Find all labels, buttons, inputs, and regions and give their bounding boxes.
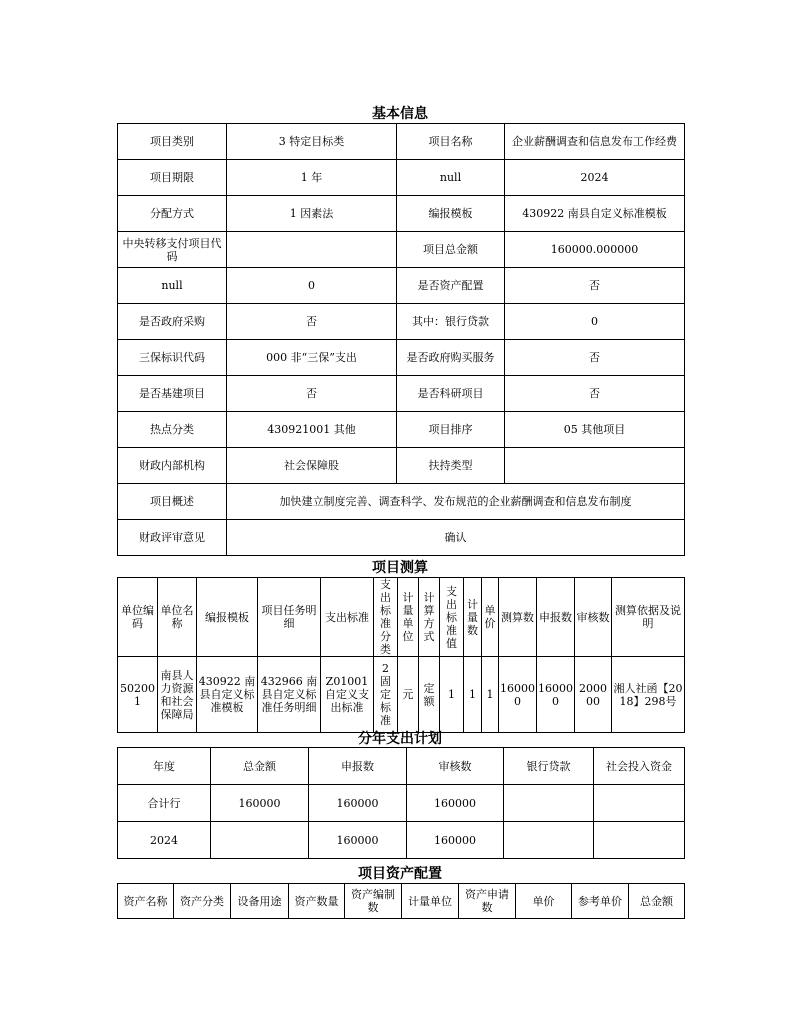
field-label: 项目期限 bbox=[118, 160, 227, 196]
basic-info-table bbox=[117, 123, 685, 556]
calc-header-cell: 单位名称 bbox=[158, 578, 197, 657]
asset-header-cell: 计量单位 bbox=[402, 884, 459, 919]
calc-header-cell: 编报模板 bbox=[197, 578, 258, 657]
calc-header-cell: 审核数 bbox=[575, 578, 612, 657]
field-value: 160000.000000 bbox=[505, 232, 685, 268]
field-value bbox=[227, 232, 397, 268]
plan-cell bbox=[594, 822, 685, 859]
asset-header-cell: 资产数量 bbox=[289, 884, 345, 919]
field-label: 其中：银行贷款 bbox=[397, 304, 505, 340]
plan-table bbox=[117, 747, 685, 859]
plan-header-cell: 社会投入资金 bbox=[594, 748, 685, 785]
asset-header-cell: 资产编制数 bbox=[345, 884, 402, 919]
plan-cell: 160000 bbox=[407, 822, 504, 859]
calc-cell: 1 bbox=[464, 657, 482, 733]
field-value: 430921001 其他 bbox=[227, 412, 397, 448]
asset-header-cell: 设备用途 bbox=[231, 884, 289, 919]
basic-info-row bbox=[118, 124, 685, 160]
field-value: 否 bbox=[505, 268, 685, 304]
calc-header-cell: 测算依据及说明 bbox=[612, 578, 685, 657]
plan-header-cell: 银行贷款 bbox=[504, 748, 594, 785]
calc-cell: 160000 bbox=[537, 657, 575, 733]
field-value: 0 bbox=[227, 268, 397, 304]
field-value: 430922 南县自定义标准模板 bbox=[505, 196, 685, 232]
field-label: 财政内部机构 bbox=[118, 448, 227, 484]
basic-info-row bbox=[118, 304, 685, 340]
calc-cell: 定额 bbox=[419, 657, 440, 733]
plan-header-cell: 审核数 bbox=[407, 748, 504, 785]
plan-row bbox=[118, 822, 685, 859]
calc-cell: 160000 bbox=[499, 657, 537, 733]
field-label: 是否政府购买服务 bbox=[397, 340, 505, 376]
basic-info-row bbox=[118, 196, 685, 232]
plan-cell bbox=[504, 785, 594, 822]
project-overview-label: 项目概述 bbox=[118, 484, 227, 520]
project-overview-row bbox=[118, 484, 685, 520]
plan-header-row bbox=[118, 748, 685, 785]
plan-header-cell: 总金额 bbox=[211, 748, 309, 785]
plan-header-cell: 年度 bbox=[118, 748, 211, 785]
plan-cell: 2024 bbox=[118, 822, 211, 859]
field-value: 否 bbox=[505, 376, 685, 412]
field-value: 0 bbox=[505, 304, 685, 340]
asset-title: 项目资产配置 bbox=[358, 866, 442, 882]
field-value: 000 非“三保”支出 bbox=[227, 340, 397, 376]
calc-cell: Z01001 自定义支出标准 bbox=[321, 657, 374, 733]
calc-cell: 432966 南县自定义标准任务明细 bbox=[258, 657, 321, 733]
asset-header-cell: 单价 bbox=[516, 884, 572, 919]
asset-table bbox=[117, 883, 685, 919]
field-value: 企业薪酬调查和信息发布工作经费 bbox=[505, 124, 685, 160]
calc-cell: 502001 bbox=[118, 657, 158, 733]
basic-info-row bbox=[118, 448, 685, 484]
field-label: 分配方式 bbox=[118, 196, 227, 232]
plan-cell bbox=[594, 785, 685, 822]
review-opinion-row bbox=[118, 520, 685, 556]
asset-header-cell: 参考单价 bbox=[572, 884, 629, 919]
plan-cell bbox=[211, 822, 309, 859]
asset-header-row bbox=[118, 884, 685, 919]
calc-header-cell: 支出标准 bbox=[321, 578, 374, 657]
calc-cell: 南县人力资源和社会保障局 bbox=[158, 657, 197, 733]
basic-info-title: 基本信息 bbox=[372, 106, 428, 122]
calc-header-cell: 测算数 bbox=[499, 578, 537, 657]
field-value: 2024 bbox=[505, 160, 685, 196]
review-opinion-value: 确认 bbox=[227, 520, 685, 556]
calc-header-cell: 支出标准分类 bbox=[374, 578, 398, 657]
plan-title: 分年支出计划 bbox=[358, 731, 442, 747]
calc-header-cell: 申报数 bbox=[537, 578, 575, 657]
calc-cell: 元 bbox=[398, 657, 419, 733]
plan-cell: 160000 bbox=[211, 785, 309, 822]
plan-cell: 160000 bbox=[407, 785, 504, 822]
field-value: 否 bbox=[505, 340, 685, 376]
calc-title: 项目测算 bbox=[372, 560, 428, 576]
calc-cell: 200000 bbox=[575, 657, 612, 733]
field-value: 否 bbox=[227, 376, 397, 412]
calc-header-cell: 支出标准值 bbox=[440, 578, 464, 657]
basic-info-row bbox=[118, 232, 685, 268]
asset-header-cell: 总金额 bbox=[629, 884, 685, 919]
plan-cell: 合计行 bbox=[118, 785, 211, 822]
field-value: 否 bbox=[227, 304, 397, 340]
calc-header-cell: 单价 bbox=[482, 578, 499, 657]
calc-cell: 1 bbox=[440, 657, 464, 733]
field-label: 项目类别 bbox=[118, 124, 227, 160]
field-label: 项目名称 bbox=[397, 124, 505, 160]
field-label: 热点分类 bbox=[118, 412, 227, 448]
field-value: 社会保障股 bbox=[227, 448, 397, 484]
calc-cell: 2 固定标准 bbox=[374, 657, 398, 733]
basic-info-row bbox=[118, 160, 685, 196]
basic-info-row bbox=[118, 340, 685, 376]
field-label: null bbox=[118, 268, 227, 304]
field-label: null bbox=[397, 160, 505, 196]
review-opinion-label: 财政评审意见 bbox=[118, 520, 227, 556]
calc-cell: 湘人社函【2018】298号 bbox=[612, 657, 685, 733]
calc-cell: 430922 南县自定义标准模板 bbox=[197, 657, 258, 733]
asset-header-cell: 资产分类 bbox=[174, 884, 231, 919]
basic-info-row bbox=[118, 376, 685, 412]
field-label: 是否基建项目 bbox=[118, 376, 227, 412]
field-label: 三保标识代码 bbox=[118, 340, 227, 376]
field-value: 1 年 bbox=[227, 160, 397, 196]
plan-cell: 160000 bbox=[309, 785, 407, 822]
field-label: 扶持类型 bbox=[397, 448, 505, 484]
project-overview-value: 加快建立制度完善、调查科学、发布规范的企业薪酬调查和信息发布制度 bbox=[227, 484, 685, 520]
asset-header-cell: 资产名称 bbox=[118, 884, 174, 919]
plan-row bbox=[118, 785, 685, 822]
calc-header-cell: 计量单位 bbox=[398, 578, 419, 657]
field-label: 项目排序 bbox=[397, 412, 505, 448]
calc-header-cell: 计算方式 bbox=[419, 578, 440, 657]
field-label: 项目总金额 bbox=[397, 232, 505, 268]
field-value bbox=[505, 448, 685, 484]
field-label: 是否政府采购 bbox=[118, 304, 227, 340]
plan-cell: 160000 bbox=[309, 822, 407, 859]
field-label: 中央转移支付项目代码 bbox=[118, 232, 227, 268]
calc-cell: 1 bbox=[482, 657, 499, 733]
calc-header-cell: 单位编码 bbox=[118, 578, 158, 657]
field-label: 是否科研项目 bbox=[397, 376, 505, 412]
calc-header-cell: 项目任务明细 bbox=[258, 578, 321, 657]
calc-table bbox=[117, 577, 685, 733]
plan-header-cell: 申报数 bbox=[309, 748, 407, 785]
field-value: 05 其他项目 bbox=[505, 412, 685, 448]
asset-header-cell: 资产申请数 bbox=[459, 884, 516, 919]
field-label: 是否资产配置 bbox=[397, 268, 505, 304]
field-value: 3 特定目标类 bbox=[227, 124, 397, 160]
basic-info-row bbox=[118, 412, 685, 448]
plan-cell bbox=[504, 822, 594, 859]
field-label: 编报模板 bbox=[397, 196, 505, 232]
field-value: 1 因素法 bbox=[227, 196, 397, 232]
calc-header-cell: 计量数 bbox=[464, 578, 482, 657]
basic-info-row bbox=[118, 268, 685, 304]
